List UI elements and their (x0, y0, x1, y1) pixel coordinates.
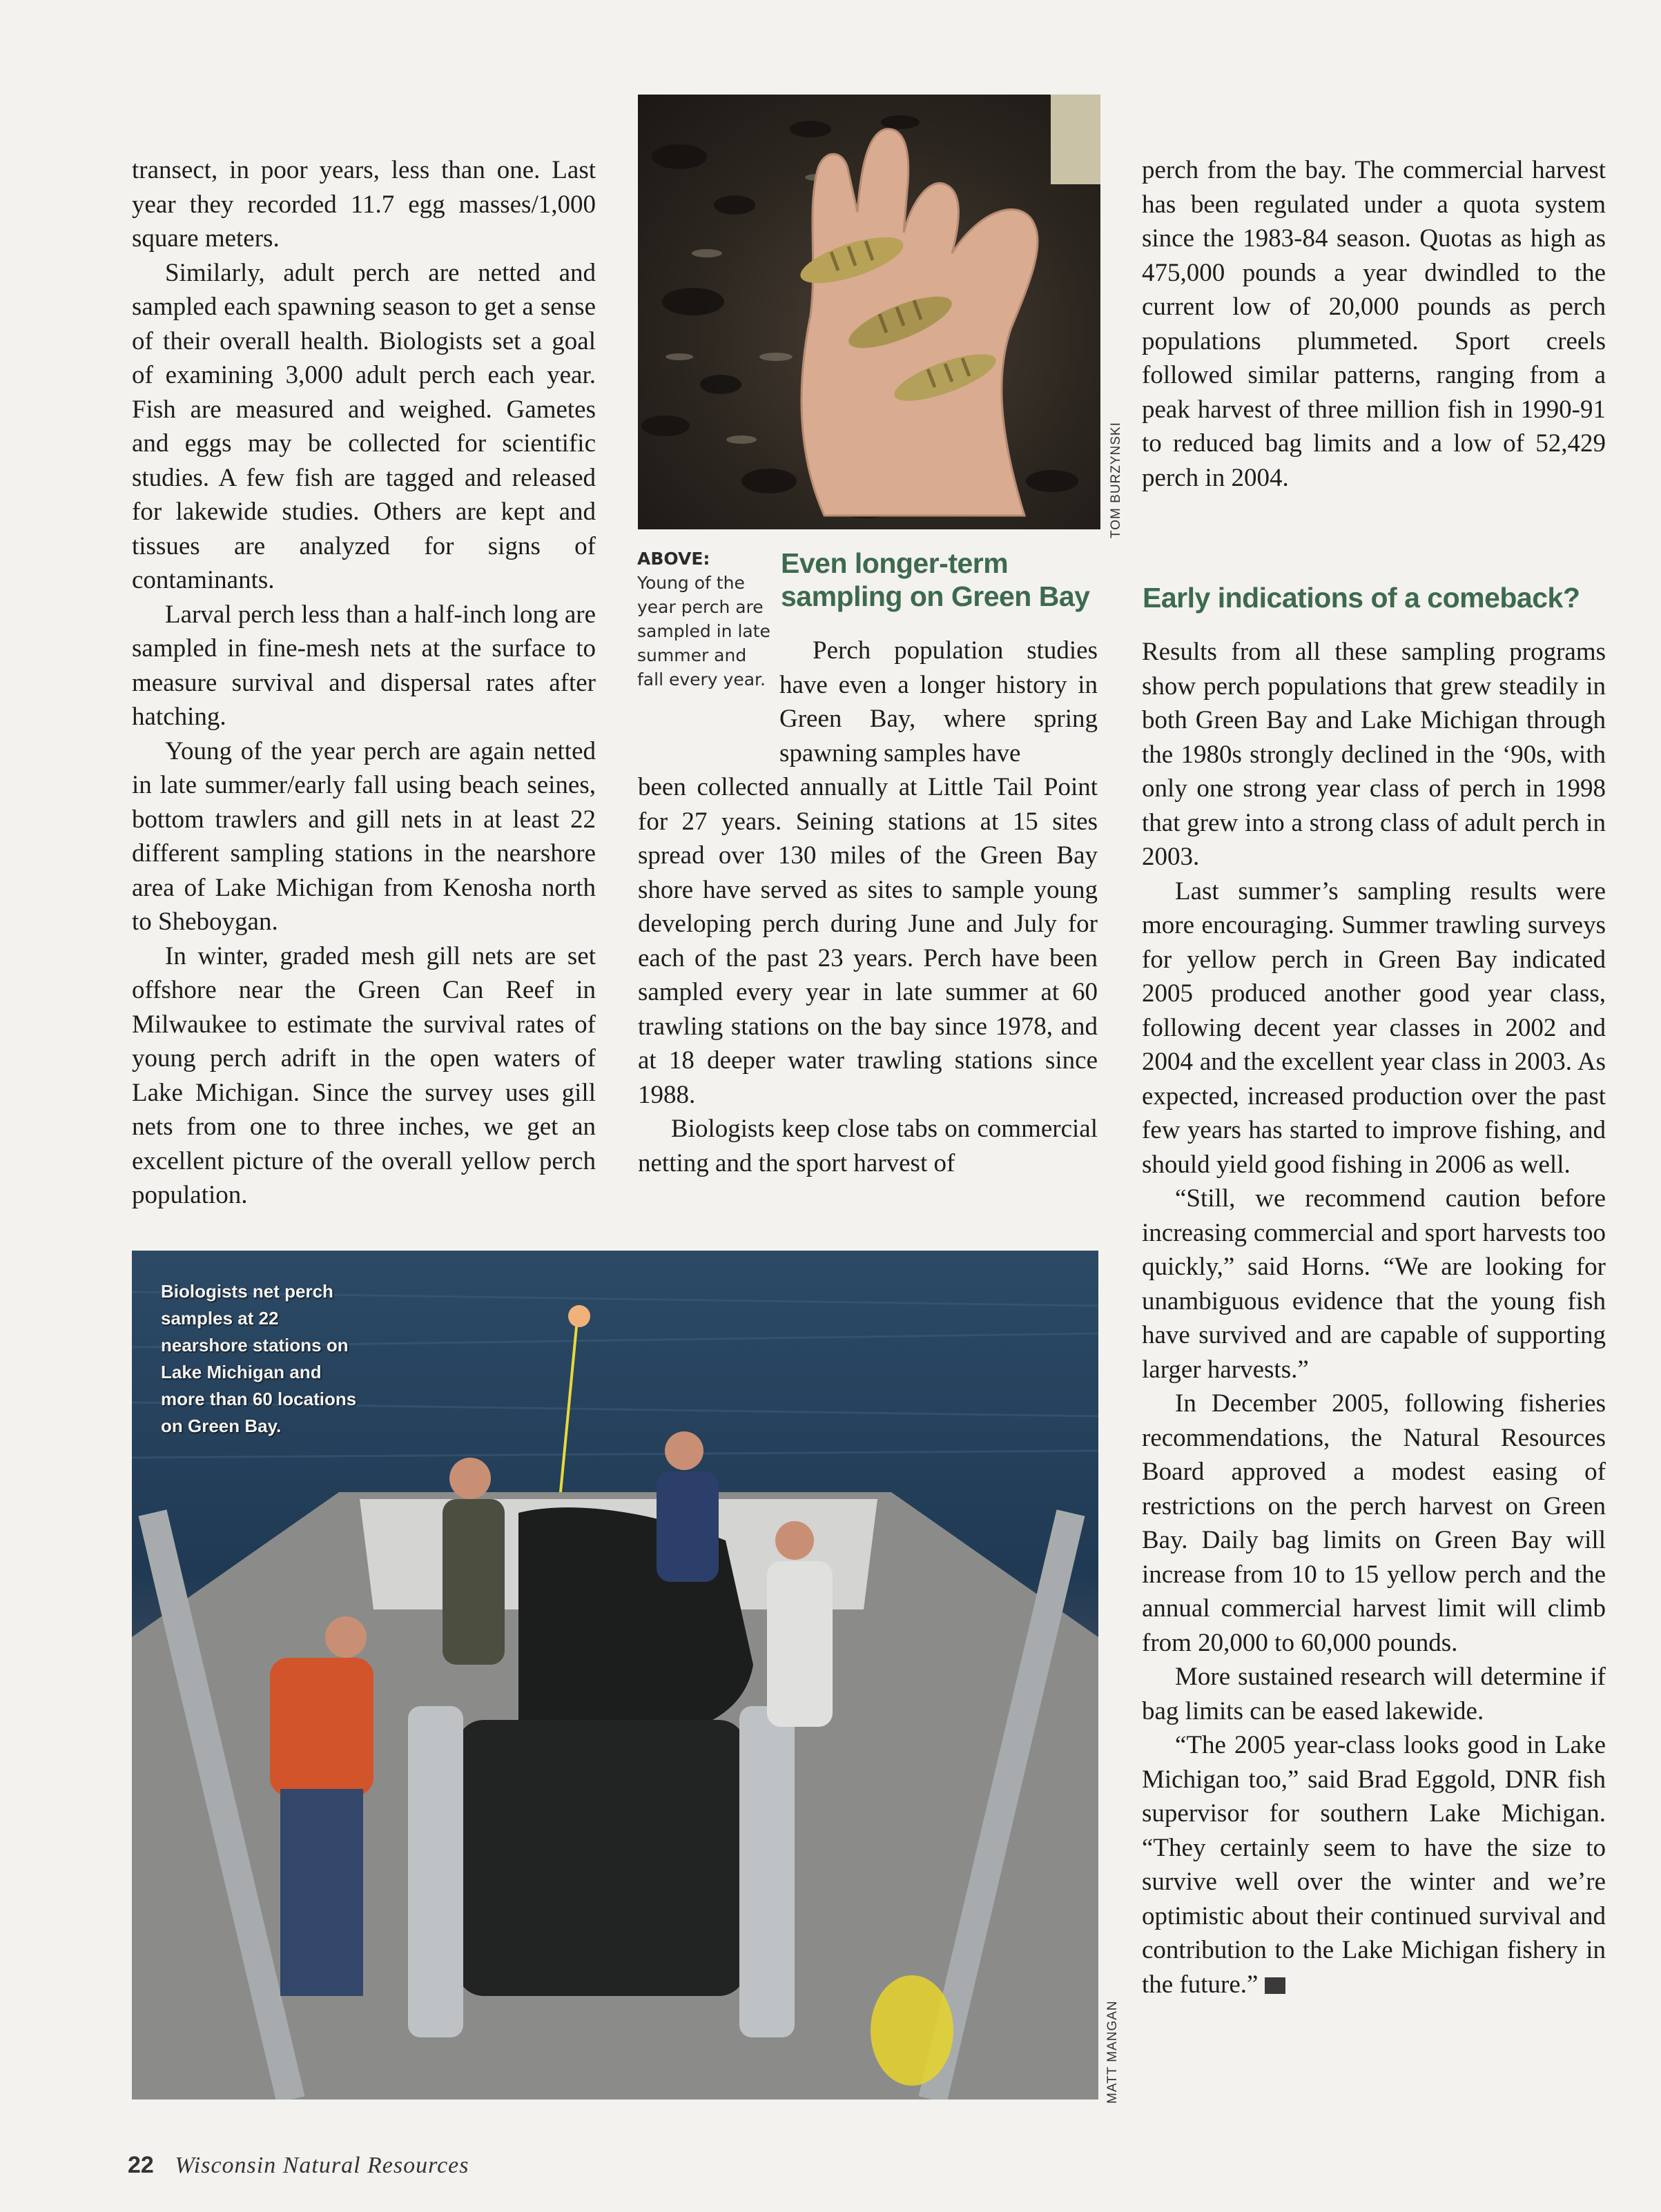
page-footer (128, 2152, 469, 2179)
paragraph: Similarly, adult perch are netted and sampled each spawning season to get a sense of their overall health. Biologists set a goal of examining 3,000 adult perch each year. Fish are measured and weighed. Gametes and eggs may be collected for scientific studies. A few fish are tagged and released for lakewide studies. Others are kept and tissues are analyzed for signs of contaminants. (132, 258, 596, 594)
photo-credit-fish: TOM BURZYNSKI (1109, 422, 1123, 538)
photo-credit-boat: MATT MANGAN (1105, 2000, 1120, 2104)
section-heading-green-bay: Even longer-term sampling on Green Bay (781, 547, 1090, 612)
page-number: 22 (128, 2152, 154, 2178)
paragraph: In December 2005, following fisheries recommendations, the Natural Resources Board approved a modest easing of restrictions on the perch harvest on Green Bay. Daily bag limits on Green Bay will increase from 10 to 15 yellow perch and the annual commercial harvest limit will climb from 20,000 to 60,000 pounds. (1142, 1389, 1606, 1657)
article-column-2-intro (779, 634, 1098, 770)
article-column-3-top (1142, 153, 1606, 495)
paragraph: Perch population studies have even a longer history in Green Bay, where spring spawning samples have (779, 636, 1098, 767)
article-column-2 (638, 770, 1098, 1180)
article-column-1 (132, 153, 596, 1213)
paragraph: been collected annually at Little Tail Point for 27 years. Seining stations at 15 sites spread over 130 miles of the Green Bay shore have served as sites to sample young developing perch during June and July for each of the past 23 years. Perch have been sampled every year in late summer at 60 trawling stations on the bay since 1978, and at 18 deeper water trawling stations since 1988. (638, 773, 1098, 1109)
paragraph: Young of the year perch are again netted in late summer/early fall using beach seines, bottom trawlers and gill nets in at least 22 different sampling stations in the nearshore area of Lake Michigan from Kenosha north to Sheboygan. (132, 736, 596, 936)
boat-netting-photo (132, 1251, 1098, 2100)
paragraph: More sustained research will determine if bag limits can be eased lakewide. (1142, 1663, 1606, 1725)
boat-photo-caption: Biologists net perch samples at 22 nearshore stations on Lake Michigan and more than 60 locations on Green Bay. (161, 1281, 357, 1436)
caption-label: ABOVE: (637, 549, 710, 569)
caption-text: Young of the year perch are sampled in late summer and fall every year. (637, 573, 770, 689)
paragraph: perch from the bay. The commercial harvest has been regulated under a quota system since the 1983-84 season. Quotas as high as 475,000 pounds a year dwindled to the current low of 20,000 pounds as perch populations plummeted. Sport creels followed similar patterns, ranging from a peak harvest of three million fish in 1990-91 to reduced bag limits and a low of 52,429 perch in 2004. (1142, 156, 1606, 492)
article-column-3 (1142, 635, 1606, 2001)
paragraph: Results from all these sampling programs show perch populations that grew steadily in both Green Bay and Lake Michigan through the 1980s strongly declined in the ‘90s, with only one strong year class of perch in 1998 that grew into a strong class of adult perch in 2003. (1142, 638, 1606, 871)
end-of-article-icon (1265, 1977, 1285, 1994)
paragraph: “Still, we recommend caution before increasing commercial and sport harvests too quickly,” said Horns. “We are looking for unambiguous evidence that the young fish have survived and are capable of supporting larger harvests.” (1142, 1184, 1606, 1384)
paragraph: Biologists keep close tabs on commercial netting and the sport harvest of (638, 1115, 1098, 1177)
paragraph-text: “The 2005 year-class looks good in Lake Michigan too,” said Brad Eggold, DNR fish supervisor for southern Lake Michigan. “They certainly seem to have the size to survive well over the winter and we’re optimistic about their continued survival and contribution to the Lake Michigan fishery in the future.” (1142, 1731, 1606, 1999)
paragraph: transect, in poor years, less than one. Last year they recorded 11.7 egg masses/1,000 square meters. (132, 156, 596, 253)
paragraph (1142, 1728, 1606, 2001)
perch-in-hand-photo (638, 95, 1100, 529)
paragraph: In winter, graded mesh gill nets are set offshore near the Green Can Reef in Milwaukee to estimate the survival rates of young perch adrift in the open waters of Lake Michigan. Since the survey uses gill nets from one to three inches, we get an excellent picture of the overall yellow perch population. (132, 941, 596, 1209)
magazine-name: Wisconsin Natural Resources (175, 2153, 469, 2178)
paragraph: Last summer’s sampling results were more encouraging. Summer trawling surveys for yellow perch in Green Bay indicated 2005 produced another good year class, following decent year classes in 2002 and 2004 and the excellent year class in 2003. As expected, increased production over the past few years has started to improve fishing, and should yield good fishing in 2006 as well. (1142, 877, 1606, 1179)
photo-caption-above (637, 547, 775, 692)
perch-in-hand-illustration (638, 95, 1100, 529)
section-heading-comeback: Early indications of a comeback? (1143, 582, 1580, 614)
paragraph: Larval perch less than a half-inch long are sampled in fine-mesh nets at the surface to measure survival and dispersal rates after hatching. (132, 600, 596, 731)
